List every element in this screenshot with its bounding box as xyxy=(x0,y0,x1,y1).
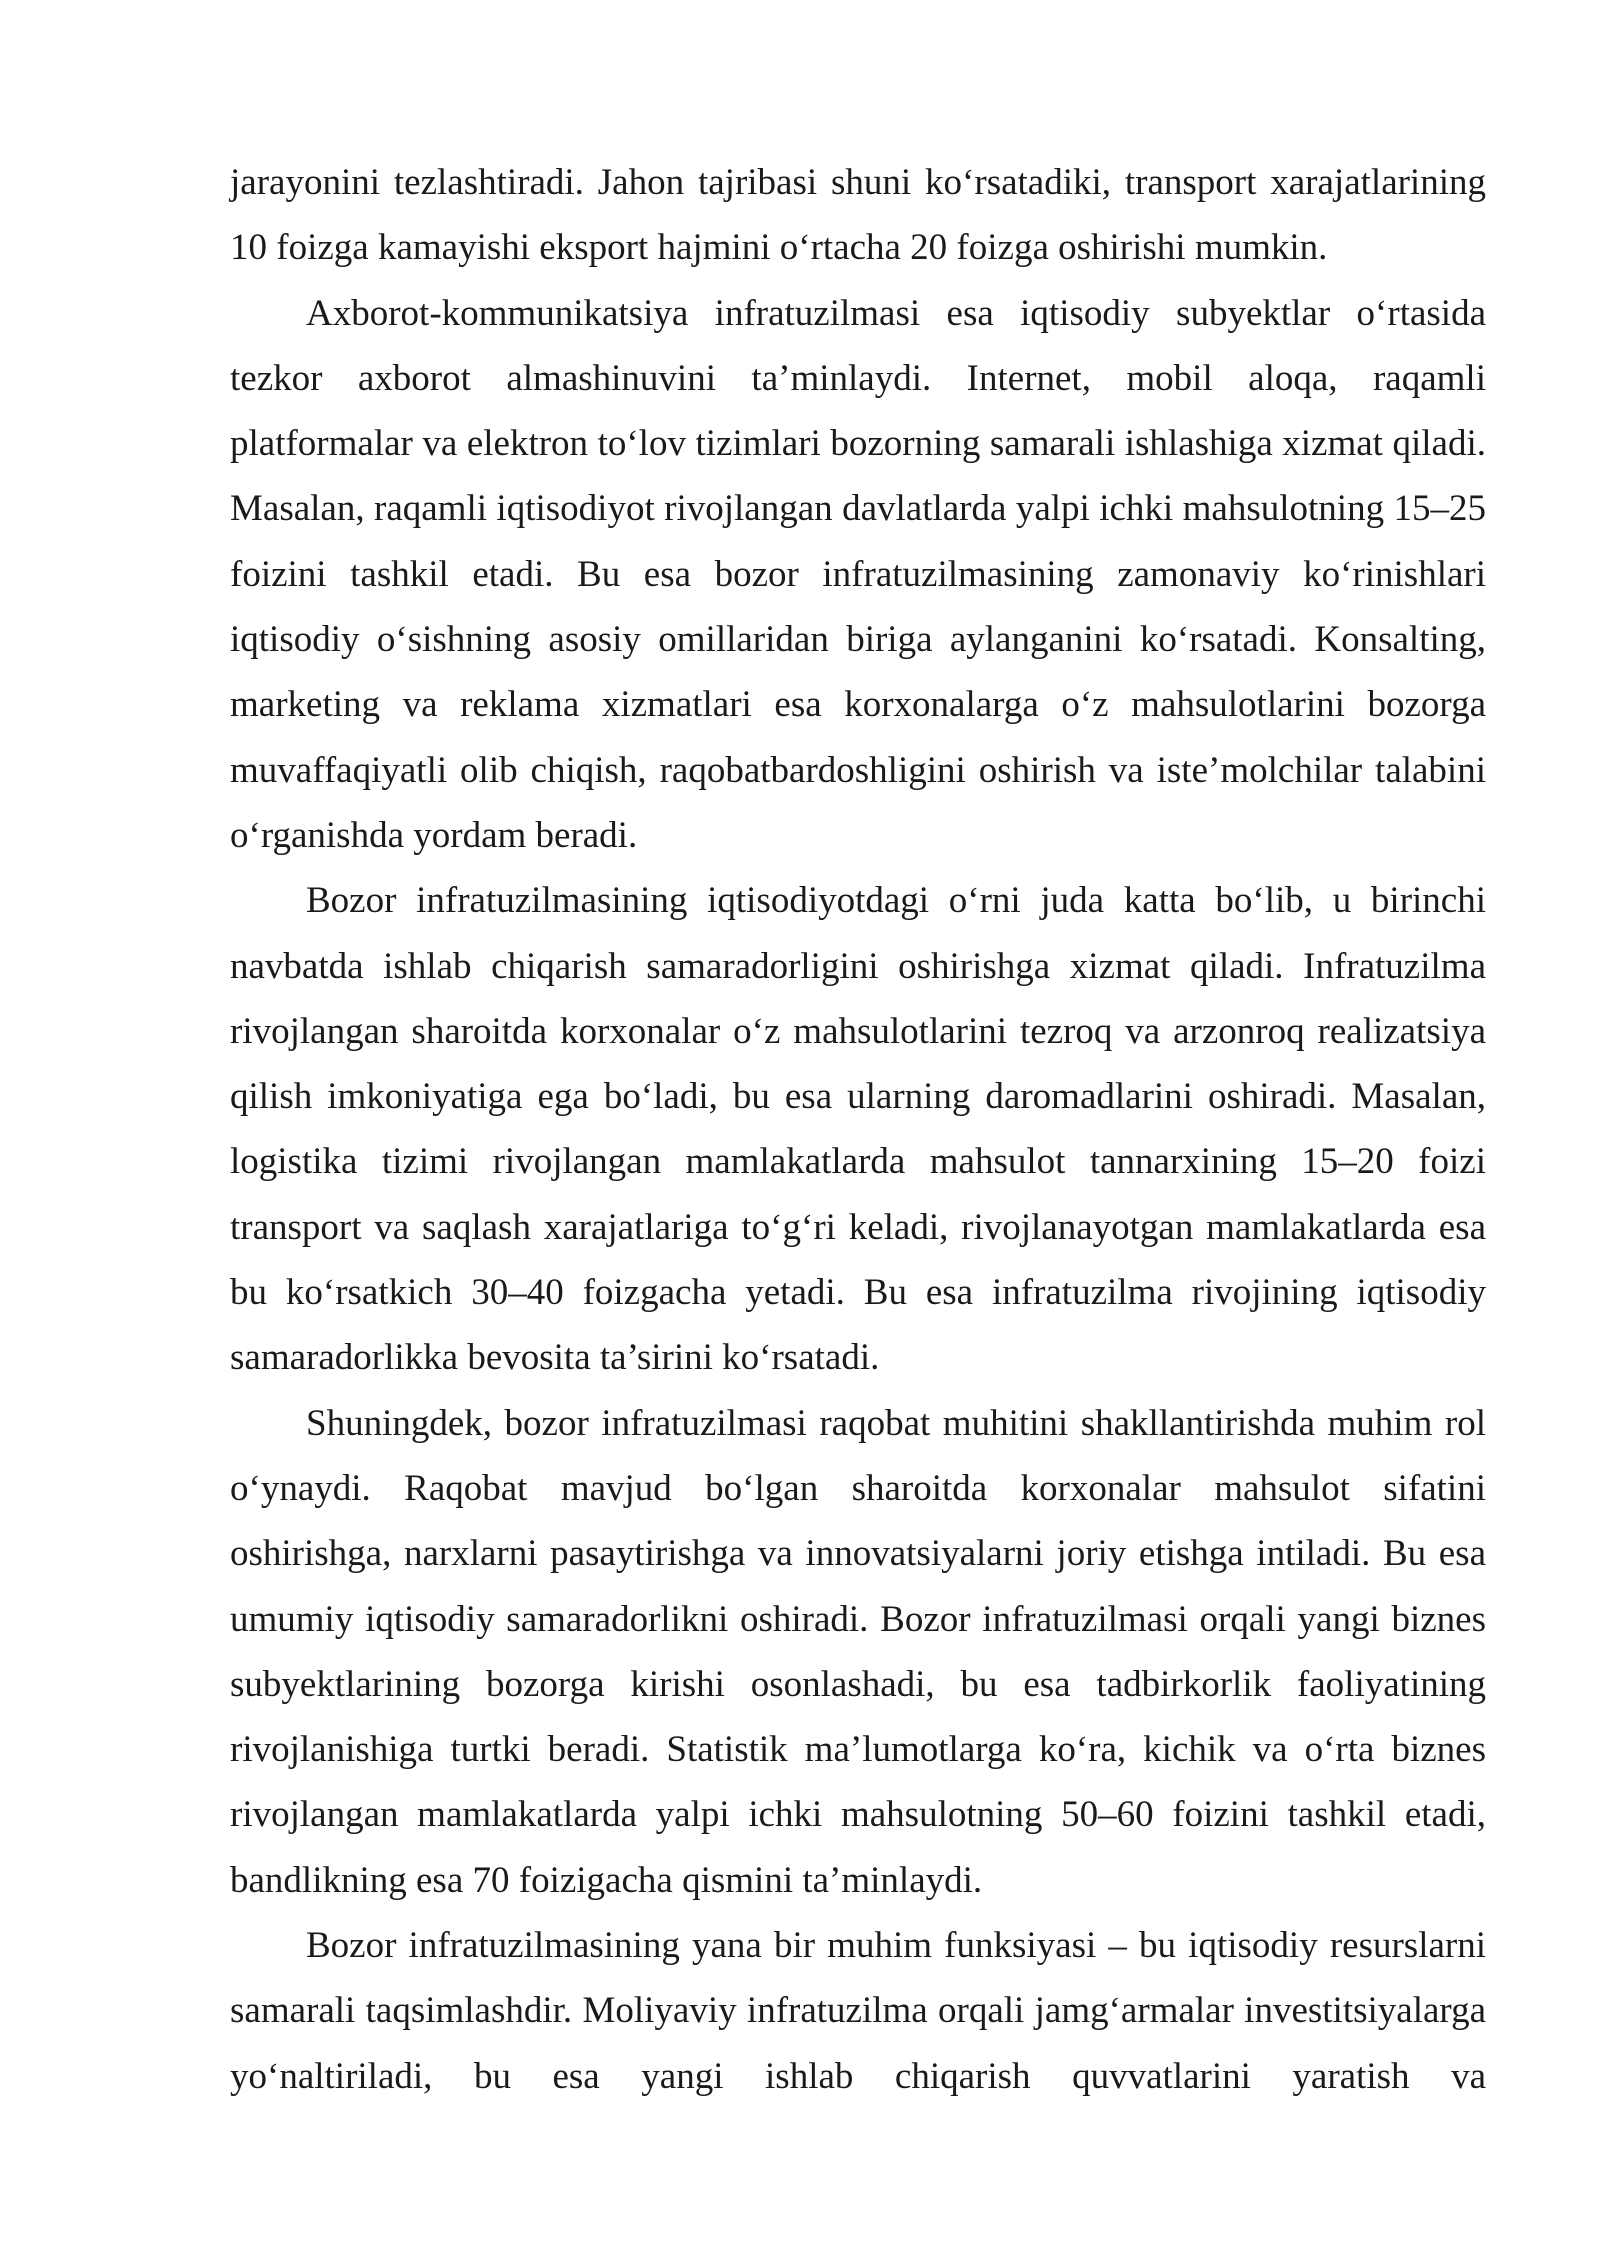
paragraph-resource-allocation: Bozor infratuzilmasining yana bir muhim funksiyasi – bu iqtisodiy resurslarni samarali taqsimlashdir. Moliyaviy infratuzilma orqali jamg‘armalar investitsiyalarga yo‘naltiriladi, bu esa yangi ishlab chiqarish quvvatlarini yaratish va xyxy=(230,1925,1486,2097)
paragraph-ict-infrastructure: Axborot-kommunikatsiya infratuzilmasi esa iqtisodiy subyektlar o‘rtasida tezkor axborot almashinuvini ta’minlaydi. Internet, mobil aloqa, raqamli platformalar va elektron to‘lov tizimlari bozorning samarali ishlashiga xizmat qiladi. Masalan, raqamli iqtisodiyot rivojlangan davlatlarda yalpi ichki mahsulotning 15–25 foizini tashkil etadi. Bu esa bozor infratuzilmasining zamonaviy ko‘rinishlari iqtisodiy o‘sishning asosiy omillaridan biriga aylanganini ko‘rsatadi. Konsalting, marketing va reklama xizmatlari esa korxonalarga o‘z mahsulotlarini bozorga muvaffaqiyatli olib chiqish, raqobatbardoshligini oshirish va iste’molchilar talabini o‘rganishda yordam beradi. xyxy=(230,292,1486,856)
paragraph-competition: Shuningdek, bozor infratuzilmasi raqobat muhitini shakllantirishda muhim rol o‘ynaydi. Raqobat mavjud bo‘lgan sharoitda korxonalar mahsulot sifatini oshirishga, narxlarni pasaytirishga va innovatsiyalarni joriy etishga intiladi. Bu esa umumiy iqtisodiy samaradorlikni oshiradi. Bozor infratuzilmasi orqali yangi biznes subyektlarining bozorga kirishi osonlashadi, bu esa tadbirkorlik faoliyatining rivojlanishiga turtki beradi. Statistik ma’lumotlarga ko‘ra, kichik va o‘rta biznes rivojlangan mamlakatlarda yalpi ichki mahsulotning 50–60 foizini tashkil etadi, bandlikning esa 70 foizigacha qismini ta’minlaydi. xyxy=(230,1402,1486,1901)
paragraph-role-in-economy: Bozor infratuzilmasining iqtisodiyotdagi o‘rni juda katta bo‘lib, u birinchi navbatda ishlab chiqarish samaradorligini oshirishga xizmat qiladi. Infratuzilma rivojlangan sharoitda korxonalar o‘z mahsulotlarini tezroq va arzonroq realizatsiya qilish imkoniyatiga ega bo‘ladi, bu esa ularning daromadlarini oshiradi. Masalan, logistika tizimi rivojlangan mamlakatlarda mahsulot tannarxining 15–20 foizi transport va saqlash xarajatlariga to‘g‘ri keladi, rivojlanayotgan mamlakatlarda esa bu ko‘rsatkich 30–40 foizgacha yetadi. Bu esa infratuzilma rivojining iqtisodiy samaradorlikka bevosita ta’sirini ko‘rsatadi. xyxy=(230,880,1486,1379)
paragraph-continuation: jarayonini tezlashtiradi. Jahon tajribasi shuni ko‘rsatadiki, transport xarajatlarining 10 foizga kamayishi eksport hajmini o‘rtacha 20 foizga oshirishi mumkin. xyxy=(230,162,1486,269)
document-page xyxy=(230,150,1486,2109)
